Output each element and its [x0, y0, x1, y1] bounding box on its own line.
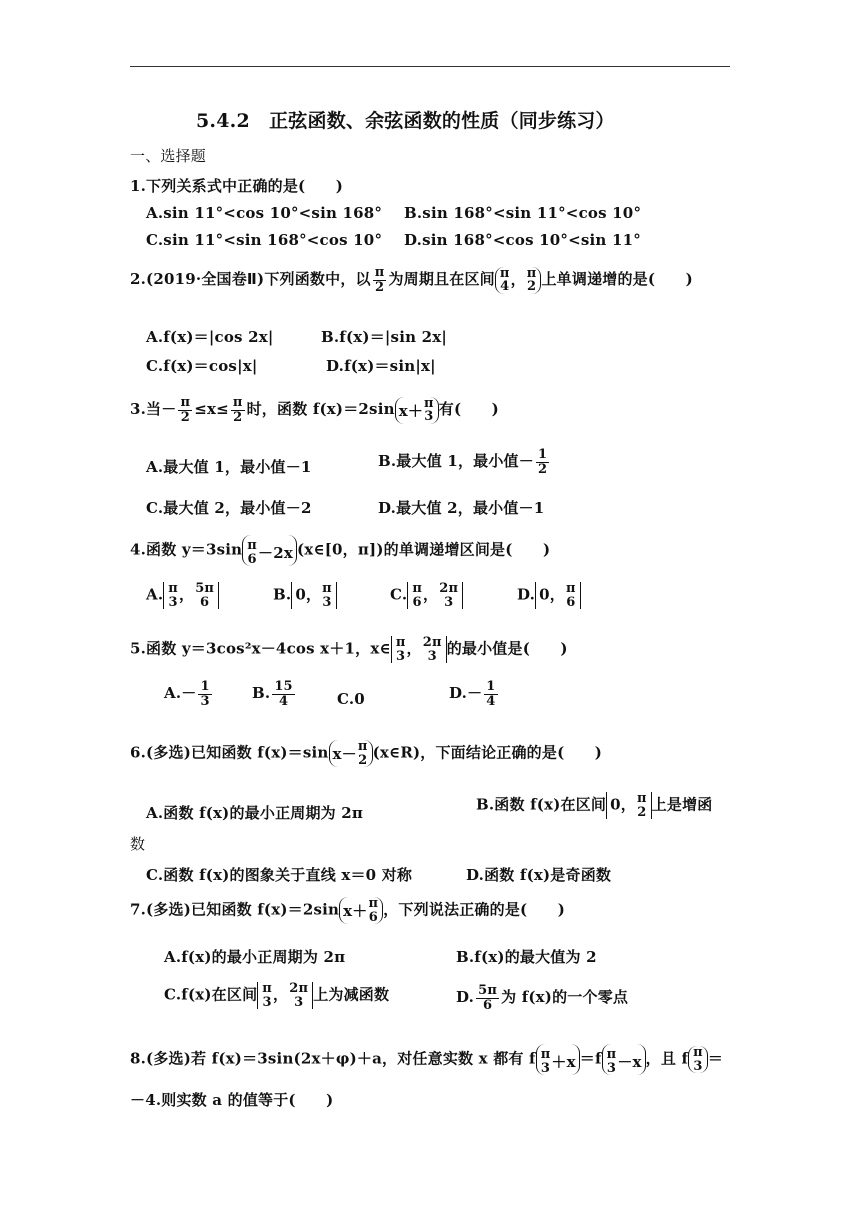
question-6-stem: 6.(多选)已知函数 f(x)＝sin x－ π 2 (x∈R)，下面结论正确的是( ): [130, 739, 603, 768]
question-6-option-b-wrap: 数: [130, 835, 146, 853]
question-3-option-b: B.最大值 1，最小值－ $\frac{1}{2}$: [378, 447, 548, 477]
question-7-option-b: B.f(x)的最大值为 2: [456, 948, 597, 966]
question-7-option-c: C.f(x)在区间 π 3 ， 2π 3 上为减函数: [164, 981, 390, 1010]
question-7-option-d: D. $\frac{5\pi}{6}$ 为 f(x)的一个零点: [456, 983, 629, 1013]
question-1-option-b: B.sin 168°<sin 11°<cos 10°: [404, 204, 642, 222]
question-2-period-fraction: $\frac{\pi}{2}$: [374, 265, 385, 295]
question-6-option-c: C.函数 f(x)的图象关于直线 x＝0 对称: [146, 866, 413, 884]
question-4-argument: π 6 －2x: [242, 535, 297, 566]
question-7-option-a: A.f(x)的最小正周期为 2π: [164, 948, 346, 966]
question-8-stem: 8.(多选)若 f(x)＝3sin(2x＋φ)＋a，对任意实数 x 都有 f π 3 ＋x ＝f π 3 －x ，且 f π 3 ＝: [130, 1045, 724, 1076]
question-5-option-a: A.－ $\frac{1}{3}$: [164, 679, 210, 709]
question-2-stem: 2.(2019·全国卷Ⅱ)下列函数中，以 $\frac{\pi}{2}$ 为周期且在区间 π 4 ， π 2 上单调递增的是( ): [130, 265, 693, 295]
question-1-stem: 1.下列关系式中正确的是( ): [130, 177, 344, 195]
question-5-stem: 5.函数 y＝3cos²x－4cos x＋1，x∈ π 3 ， 2π 3 的最小值是( ): [130, 635, 568, 664]
question-3-option-d: D.最大值 2，最小值－1: [378, 499, 545, 517]
question-2-option-d: D.f(x)＝sin|x|: [326, 357, 436, 375]
question-5-option-b: B. $\frac{15}{4}$: [252, 679, 293, 709]
question-2-interval: π 4 ， π 2: [495, 267, 542, 294]
question-2-source: 全国卷Ⅱ: [201, 270, 258, 289]
question-1-option-d: D.sin 168°<cos 10°<sin 11°: [404, 231, 641, 249]
question-4-option-b: B. 0， π 3: [273, 582, 337, 609]
question-3-option-a: A.最大值 1，最小值－1: [146, 458, 312, 476]
header-rule: [130, 66, 730, 67]
question-3-stem: 3.当－ $\frac{\pi}{2}$ ≤x≤ $\frac{\pi}{2}$ 时，函数 f(x)＝2sin x＋ π 3 有( ): [130, 395, 499, 425]
question-5-option-d: D.－ $\frac{1}{4}$: [449, 679, 496, 709]
question-2-option-b: B.f(x)＝|sin 2x|: [321, 328, 448, 346]
question-4-option-a: A. π 3 ， 5π 6: [146, 582, 219, 609]
question-5-option-c: C.0: [337, 690, 365, 708]
question-8-stem-line-2: －4.则实数 a 的值等于( ): [130, 1091, 334, 1109]
question-4-stem: 4.函数 y＝3sin π 6 －2x (x∈[0，π])的单调递增区间是( ): [130, 535, 550, 566]
question-5-interval: π 3 ， 2π 3: [391, 636, 447, 663]
question-4-option-c: C. π 6 ， 2π 3: [390, 582, 463, 609]
question-7-stem: 7.(多选)已知函数 f(x)＝2sin x＋ π 6 ，下列说法正确的是( ): [130, 896, 566, 925]
question-6-argument: x－ π 2: [329, 740, 373, 767]
question-2-option-c: C.f(x)＝cos|x|: [146, 357, 258, 375]
question-3-argument: x＋ π 3: [395, 397, 439, 424]
question-6-option-b: B.函数 f(x)在区间 0， π 2 上是增函: [476, 791, 713, 820]
question-1-option-c: C.sin 11°<sin 168°<cos 10°: [146, 231, 383, 249]
question-4-option-d: D. 0， π 6: [517, 582, 581, 609]
question-7-argument: x＋ π 6: [339, 897, 383, 924]
question-2-option-a: A.f(x)＝|cos 2x|: [146, 328, 274, 346]
question-6-option-a: A.函数 f(x)的最小正周期为 2π: [146, 804, 364, 822]
page-title: 5.4.2 正弦函数、余弦函数的性质（同步练习）: [196, 110, 615, 132]
question-1-option-a: A.sin 11°<cos 10°<sin 168°: [146, 204, 383, 222]
question-3-option-c: C.最大值 2，最小值－2: [146, 499, 312, 517]
section-heading: 一、选择题: [130, 147, 207, 165]
question-6-option-d: D.函数 f(x)是奇函数: [466, 866, 612, 884]
